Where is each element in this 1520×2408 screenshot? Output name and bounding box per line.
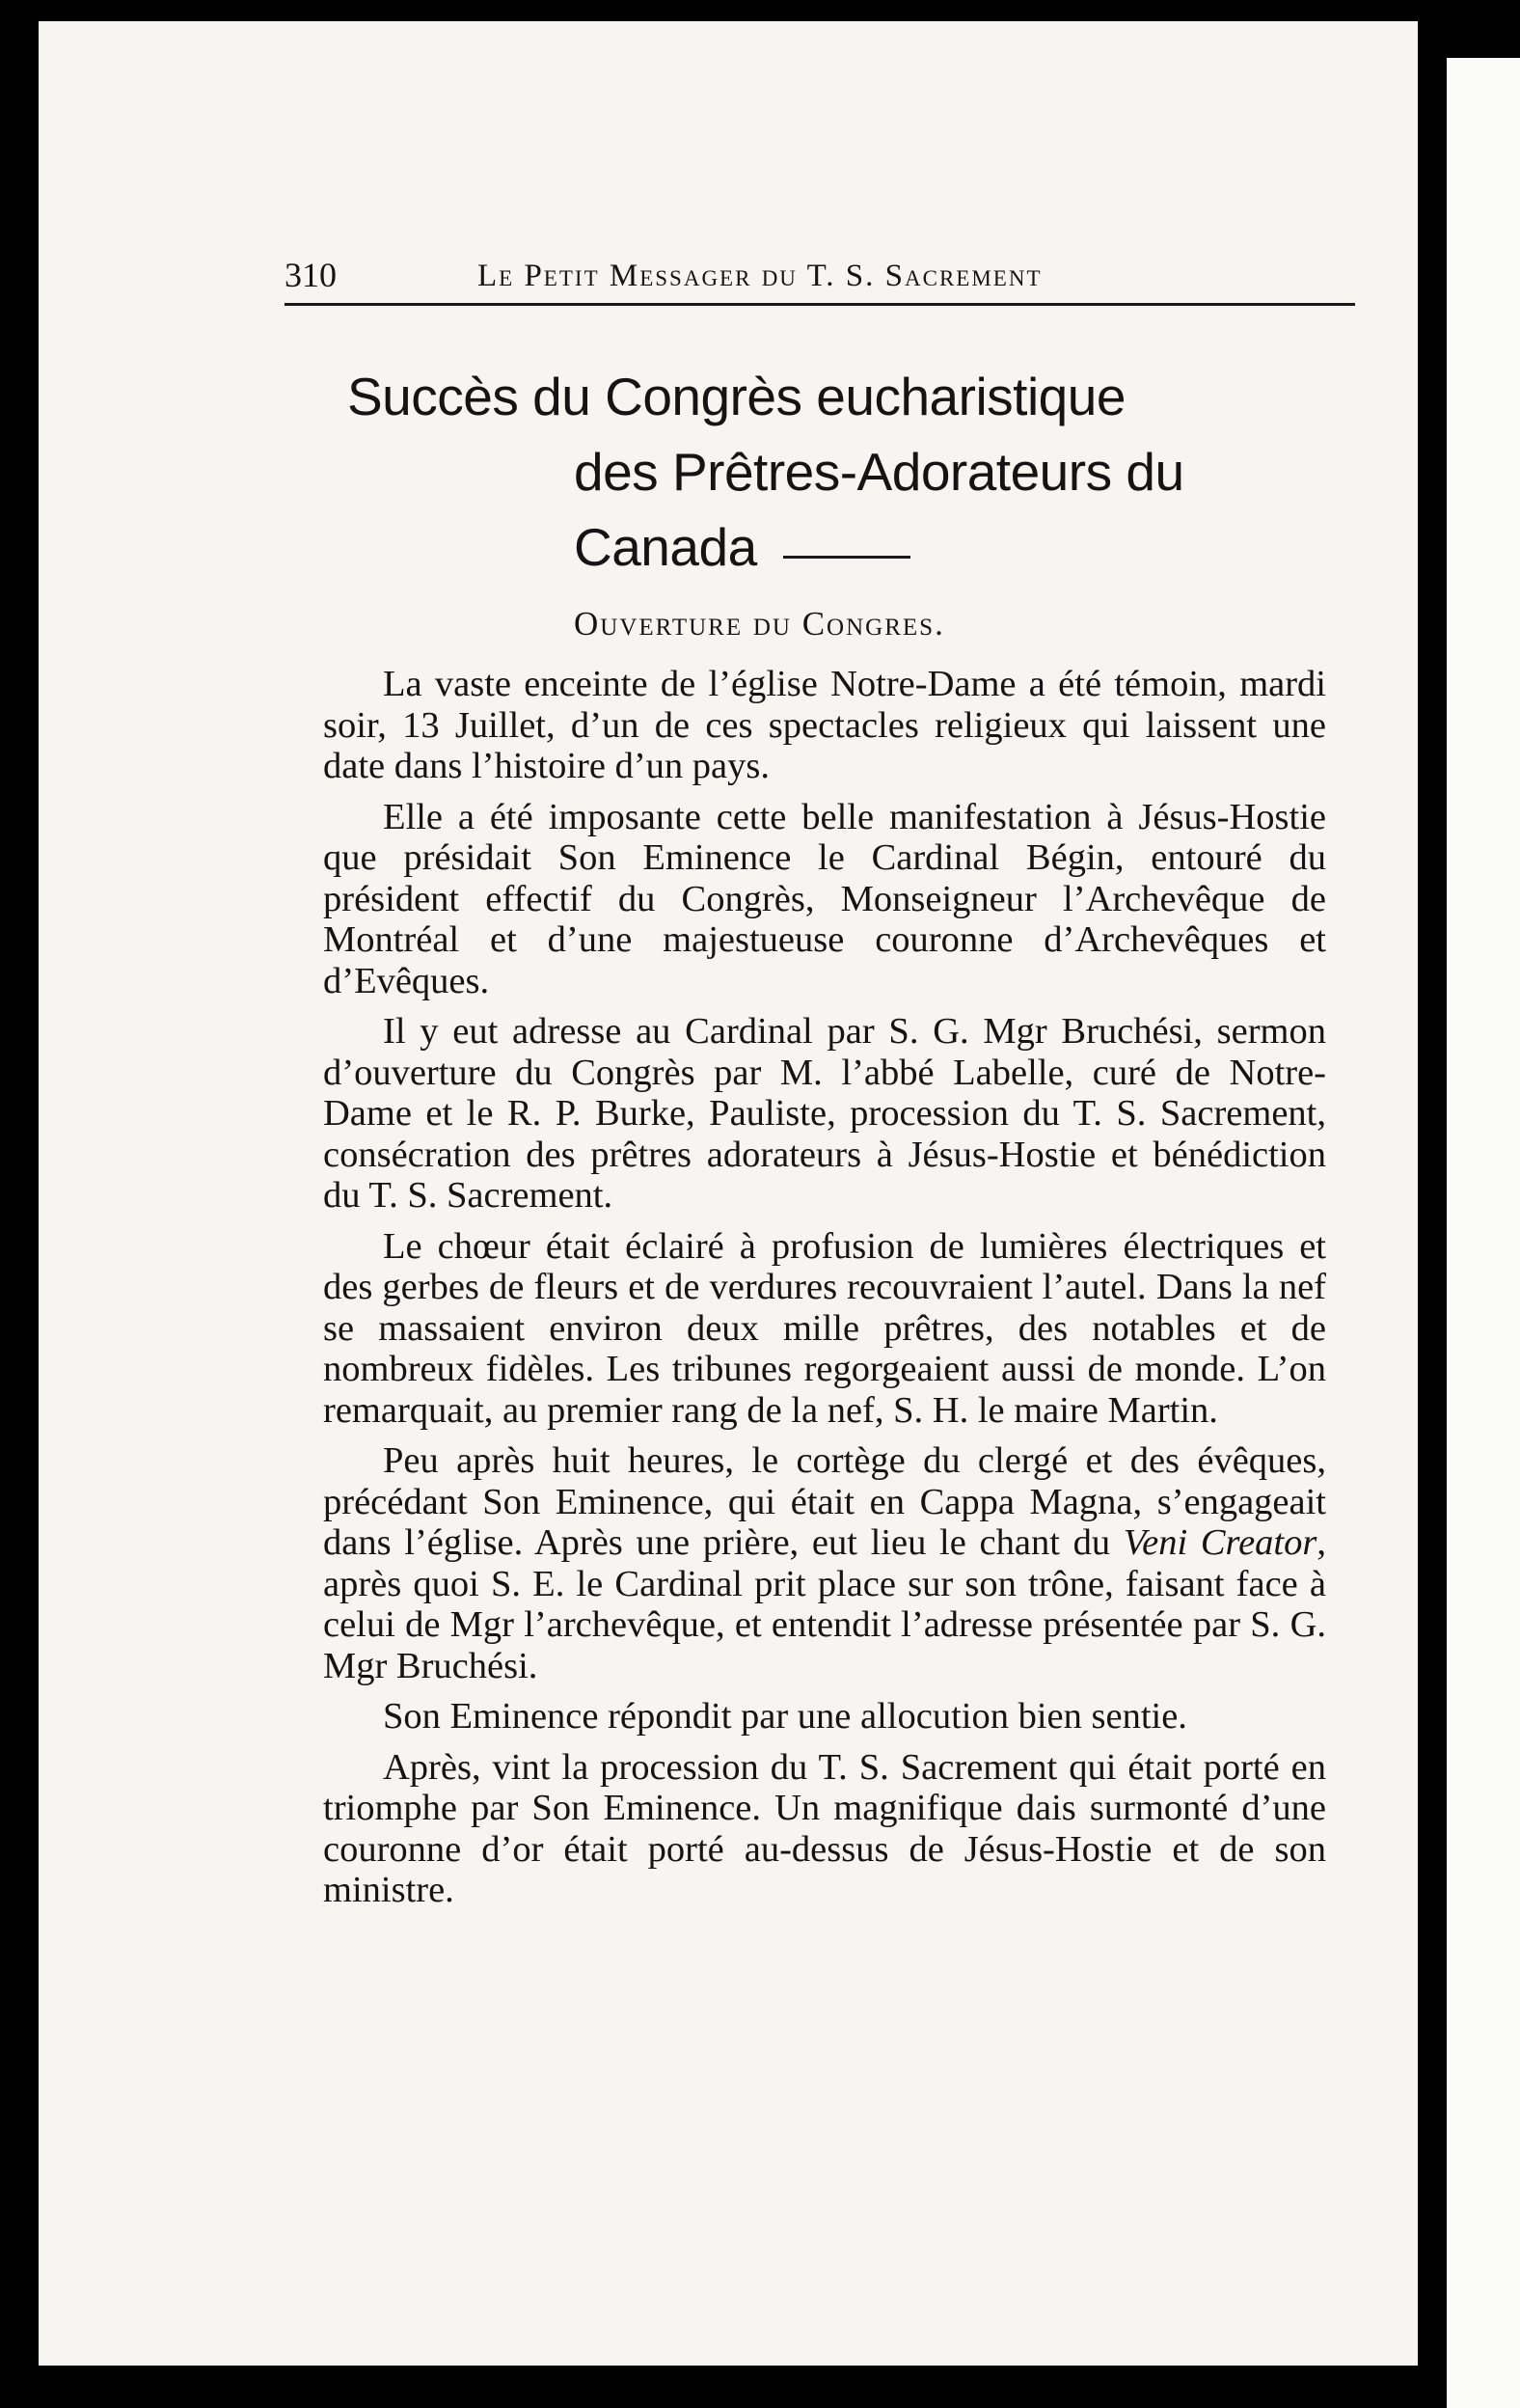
title-line-1: Succès du Congrès eucharistique	[347, 367, 1126, 426]
page-number: 310	[285, 256, 337, 294]
paragraph: Il y eut adresse au Cardinal par S. G. Mgr Bruchési, sermon d’ouverture du Congrès par M. l’abbé Labelle, curé de Notre-Dame et le R. P. Burke, Pauliste, procession du T. S. Sacrement, consécration des prêtres adorateurs à Jésus-Hostie et bénédiction du T. S. Sacrement.	[323, 1011, 1326, 1216]
paragraph-text: Peu après huit heures, le cortège du clergé et des évêques, précédant Son Eminence, qui était en Cappa Magna, s’engageait dans l’église. Après une prière, eut lieu le chant du	[323, 1440, 1326, 1563]
book-page	[39, 21, 1418, 2366]
paragraph: Le chœur était éclairé à profusion de lumières électriques et des gerbes de fleurs et de verdures recouvraient l’autel. Dans la nef se massaient environ deux mille prêtres, des notables et de nombreux fidèles. Les tribunes regorgeaient aussi de monde. L’on remarquait, au premier rang de la nef, S. H. le maire Martin.	[323, 1225, 1326, 1431]
section-heading: Ouverture du Congres.	[574, 605, 945, 643]
paragraph: La vaste enceinte de l’église Notre-Dame a été témoin, mardi soir, 13 Juillet, d’un de ces spectacles religieux qui laissent une date dans l’histoire d’un pays.	[323, 664, 1326, 786]
paragraph: Son Eminence répondit par une allocution bien sentie.	[383, 1696, 1187, 1737]
paragraph: Après, vint la procession du T. S. Sacrement qui était porté en triomphe par Son Eminence. Un magnifique dais surmonté d’une couronne d’or était porté au-dessus de Jésus-Hostie et de son ministre.	[323, 1746, 1326, 1910]
article-title	[309, 359, 1379, 585]
title-line-2: des Prêtres-Adorateurs du Canada	[574, 442, 1184, 577]
title-rule	[783, 556, 910, 559]
running-header	[285, 235, 1355, 306]
article-body	[323, 664, 1326, 1921]
hymn-title: Veni Creator	[1123, 1522, 1317, 1563]
paragraph	[323, 1440, 1326, 1686]
paragraph: Elle a été imposante cette belle manifestation à Jésus-Hostie que présidait Son Eminence le Cardinal Bégin, entouré du président effectif du Congrès, Monseigneur l’Archevêque de Montréal et d’une majestueuse couronne d’Archevêques et d’Evêques.	[323, 796, 1326, 1001]
paragraph-text: , après quoi S. E. le Cardinal prit place sur son trône, faisant face à celui de Mgr l’archevêque, et entendit l’adresse présentée par S. G. Mgr Bruchési.	[323, 1522, 1326, 1686]
facing-page-edge	[1447, 58, 1520, 2408]
running-title: Le Petit Messager du T. S. Sacrement	[477, 259, 1043, 293]
